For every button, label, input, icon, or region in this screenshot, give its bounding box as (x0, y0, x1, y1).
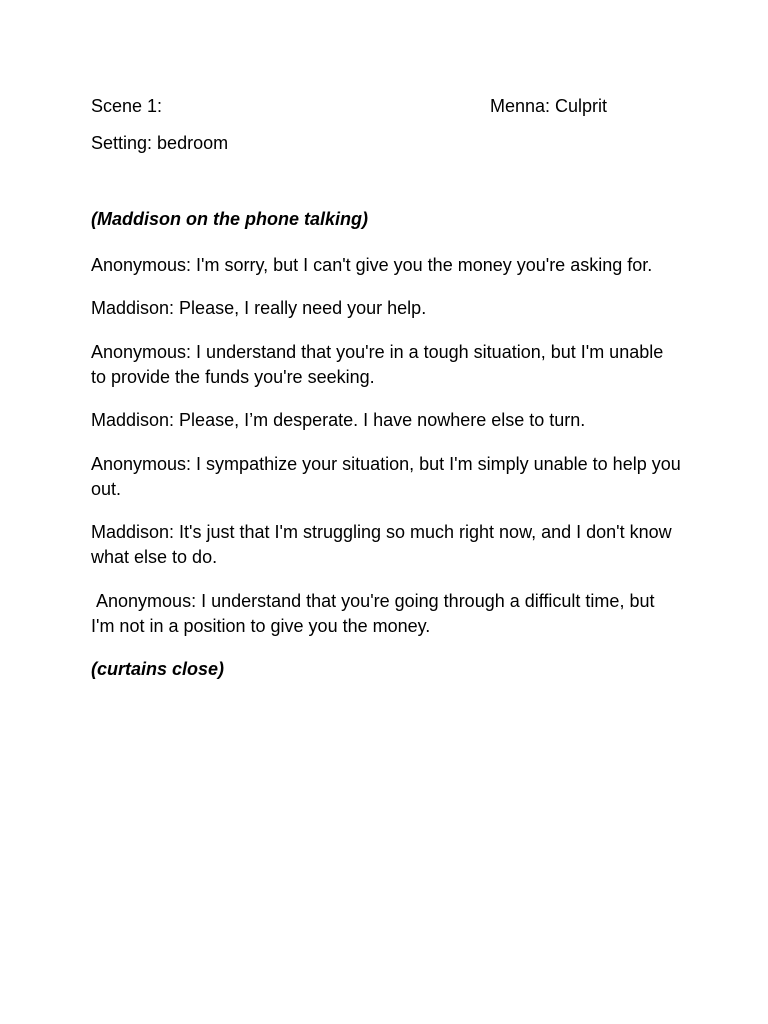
stage-direction-close: (curtains close) (91, 659, 225, 679)
dialogue-line: Anonymous: I understand that you're in a tough situation, but I'm unable to provide the funds you're seeking. (91, 342, 664, 387)
dialogue-line: Anonymous: I understand that you're going through a difficult time, but I'm not in a position to give you the money. (91, 591, 660, 636)
setting-line: Setting: bedroom (91, 133, 229, 153)
dialogue-line: Maddison: It's just that I'm struggling so much right now, and I don't know what else to do. (91, 522, 672, 567)
culprit-credit: Menna: Culprit (490, 96, 608, 116)
dialogue-line: Maddison: Please, I’m desperate. I have nowhere else to turn. (91, 410, 586, 430)
stage-direction-open: (Maddison on the phone talking) (91, 209, 368, 229)
dialogue-line: Anonymous: I sympathize your situation, but I'm simply unable to help you out. (91, 454, 681, 499)
dialogue-line: Anonymous: I'm sorry, but I can't give you the money you're asking for. (91, 255, 653, 275)
scene-heading: Scene 1: (91, 96, 163, 116)
dialogue-line: Maddison: Please, I really need your help. (91, 298, 427, 318)
